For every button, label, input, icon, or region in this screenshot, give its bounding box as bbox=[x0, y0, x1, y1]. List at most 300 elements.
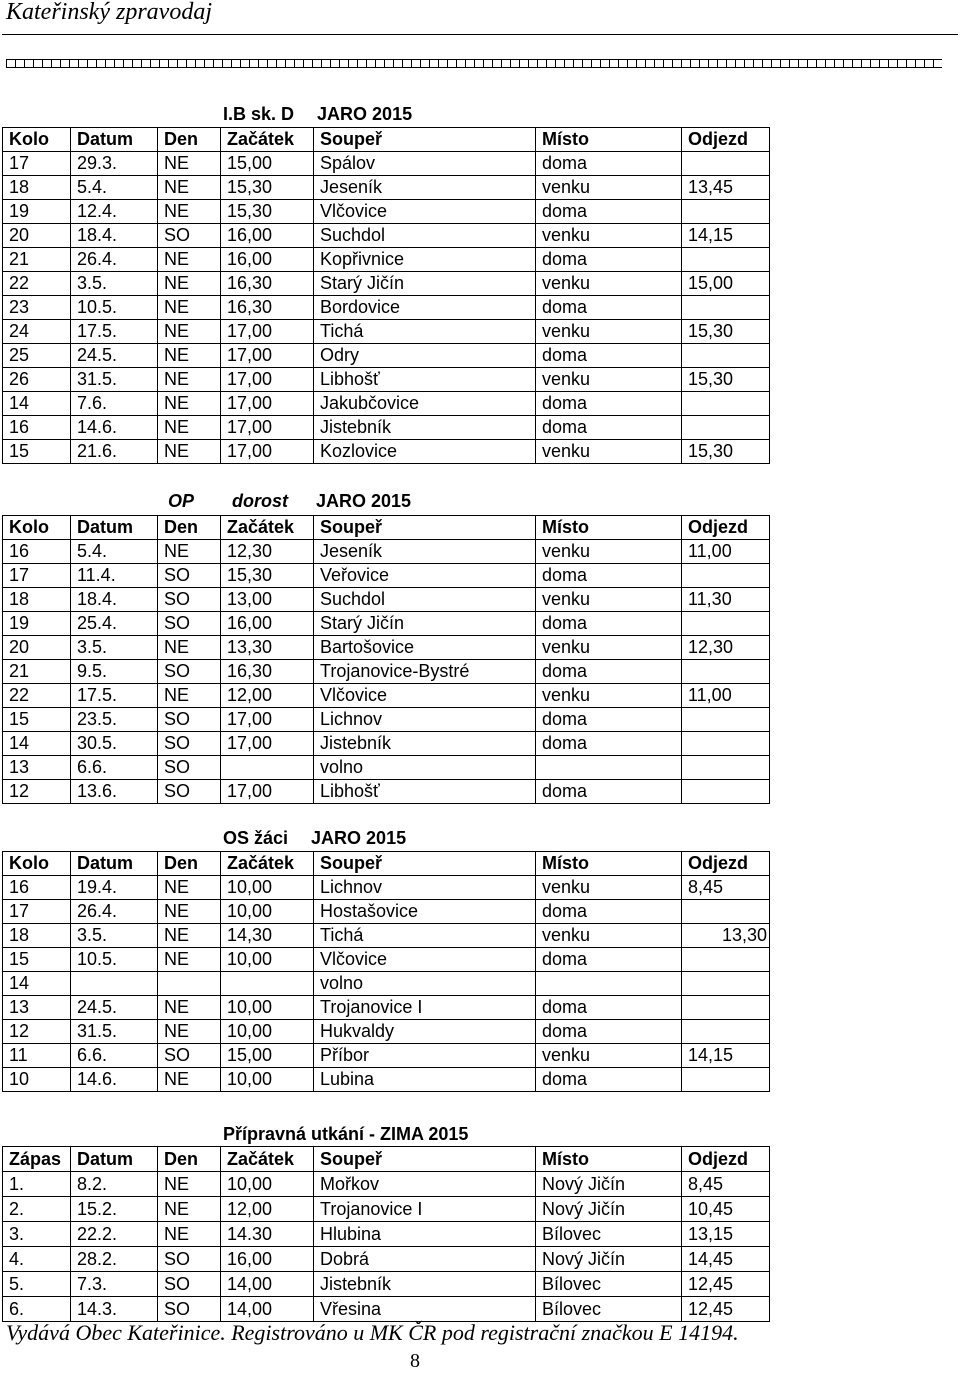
table-cell bbox=[682, 660, 770, 684]
table-cell: 15,00 bbox=[221, 152, 314, 176]
table-cell: 10,45 bbox=[682, 1197, 770, 1222]
table-cell: doma bbox=[536, 200, 682, 224]
table-cell: 19.4. bbox=[71, 876, 158, 900]
section-title-part: JARO 2015 bbox=[311, 828, 407, 848]
table-cell: 12,45 bbox=[682, 1272, 770, 1297]
column-header: Soupeř bbox=[314, 852, 536, 876]
table-cell: volno bbox=[314, 972, 536, 996]
table-cell: Vřesina bbox=[314, 1297, 536, 1322]
table-cell: venku bbox=[536, 1044, 682, 1068]
table-cell: 11,30 bbox=[682, 588, 770, 612]
column-header: Místo bbox=[536, 852, 682, 876]
table-cell: 13,15 bbox=[682, 1222, 770, 1247]
table-cell: Vlčovice bbox=[314, 684, 536, 708]
table-cell: 17 bbox=[3, 900, 71, 924]
table-cell: NE bbox=[158, 636, 221, 660]
table-cell bbox=[682, 152, 770, 176]
table-cell: Bílovec bbox=[536, 1222, 682, 1247]
table-cell: Odry bbox=[314, 344, 536, 368]
column-header: Datum bbox=[71, 852, 158, 876]
table-cell: SO bbox=[158, 732, 221, 756]
table-cell: Hlubina bbox=[314, 1222, 536, 1247]
column-header: Začátek bbox=[221, 128, 314, 152]
table-cell: 18.4. bbox=[71, 224, 158, 248]
table-cell: doma bbox=[536, 152, 682, 176]
table-row bbox=[3, 1044, 770, 1068]
table-cell: 9.5. bbox=[71, 660, 158, 684]
table-cell: NE bbox=[158, 392, 221, 416]
table-row bbox=[3, 660, 770, 684]
table-row bbox=[3, 176, 770, 200]
table-cell: doma bbox=[536, 660, 682, 684]
table-cell: 11 bbox=[3, 1044, 71, 1068]
table-cell: 10,00 bbox=[221, 996, 314, 1020]
table-cell: Libhošť bbox=[314, 368, 536, 392]
table-cell: Nový Jičín bbox=[536, 1197, 682, 1222]
schedule-table-dorost bbox=[2, 515, 770, 804]
table-cell: 14 bbox=[3, 392, 71, 416]
table-cell: SO bbox=[158, 1272, 221, 1297]
table-cell: SO bbox=[158, 660, 221, 684]
table-cell: SO bbox=[158, 588, 221, 612]
table-cell: venku bbox=[536, 320, 682, 344]
table-row bbox=[3, 416, 770, 440]
table-cell: Lichnov bbox=[314, 708, 536, 732]
table-cell: Jistebník bbox=[314, 1272, 536, 1297]
table-cell: Veřovice bbox=[314, 564, 536, 588]
table-cell: NE bbox=[158, 248, 221, 272]
table-cell: 18 bbox=[3, 924, 71, 948]
table-row bbox=[3, 1247, 770, 1272]
table-cell: NE bbox=[158, 876, 221, 900]
table-cell: Bílovec bbox=[536, 1272, 682, 1297]
table-cell: Jeseník bbox=[314, 176, 536, 200]
table-cell: Trojanovice-Bystré bbox=[314, 660, 536, 684]
table-cell: 21.6. bbox=[71, 440, 158, 464]
table-row bbox=[3, 996, 770, 1020]
column-header: Zápas bbox=[3, 1147, 71, 1172]
column-header: Kolo bbox=[3, 128, 71, 152]
table-cell: NE bbox=[158, 440, 221, 464]
table-cell: Jistebník bbox=[314, 732, 536, 756]
table-cell: 10,00 bbox=[221, 1172, 314, 1197]
table-cell: 5. bbox=[3, 1272, 71, 1297]
table-row bbox=[3, 540, 770, 564]
table-cell: 24.5. bbox=[71, 344, 158, 368]
table-cell: SO bbox=[158, 756, 221, 780]
table-cell: Jistebník bbox=[314, 416, 536, 440]
table-cell: 26.4. bbox=[71, 900, 158, 924]
column-header: Místo bbox=[536, 128, 682, 152]
table-cell: 29.3. bbox=[71, 152, 158, 176]
table-cell: SO bbox=[158, 708, 221, 732]
section-title-zaci bbox=[223, 828, 406, 849]
table-cell: NE bbox=[158, 320, 221, 344]
table-cell: NE bbox=[158, 1172, 221, 1197]
table-cell: 19 bbox=[3, 200, 71, 224]
table-cell: 6. bbox=[3, 1297, 71, 1322]
table-cell: 15 bbox=[3, 708, 71, 732]
table-header-row bbox=[3, 852, 770, 876]
table-cell: 15,30 bbox=[682, 440, 770, 464]
table-cell: 10 bbox=[3, 1068, 71, 1092]
table-cell: 22 bbox=[3, 684, 71, 708]
table-cell: 13 bbox=[3, 756, 71, 780]
table-cell: 24 bbox=[3, 320, 71, 344]
table-cell: doma bbox=[536, 392, 682, 416]
column-header: Den bbox=[158, 516, 221, 540]
table-cell: Tichá bbox=[314, 924, 536, 948]
table-header-row bbox=[3, 1147, 770, 1172]
table-cell: 13,45 bbox=[682, 176, 770, 200]
table-cell: NE bbox=[158, 296, 221, 320]
table-cell: venku bbox=[536, 876, 682, 900]
table-row bbox=[3, 564, 770, 588]
table-cell: 31.5. bbox=[71, 1020, 158, 1044]
table-row bbox=[3, 1222, 770, 1247]
table-cell: 10,00 bbox=[221, 948, 314, 972]
table-cell: Kopřivnice bbox=[314, 248, 536, 272]
table-cell: 16 bbox=[3, 876, 71, 900]
table-row bbox=[3, 636, 770, 660]
column-header: Odjezd bbox=[682, 852, 770, 876]
table-cell: 18 bbox=[3, 588, 71, 612]
table-cell: 5.4. bbox=[71, 176, 158, 200]
table-cell: doma bbox=[536, 296, 682, 320]
header-rule bbox=[2, 34, 958, 35]
column-header: Odjezd bbox=[682, 516, 770, 540]
table-cell bbox=[682, 756, 770, 780]
table-cell: 17.5. bbox=[71, 320, 158, 344]
table-cell bbox=[682, 564, 770, 588]
table-cell bbox=[158, 972, 221, 996]
table-cell: 5.4. bbox=[71, 540, 158, 564]
table-cell: 16,30 bbox=[221, 660, 314, 684]
column-header: Datum bbox=[71, 516, 158, 540]
table-cell: 15,00 bbox=[221, 1044, 314, 1068]
table-cell: doma bbox=[536, 732, 682, 756]
table-cell: 18 bbox=[3, 176, 71, 200]
section-title-part: OP bbox=[168, 491, 195, 511]
table-cell: 4. bbox=[3, 1247, 71, 1272]
table-cell: Bartošovice bbox=[314, 636, 536, 660]
table-cell: 13,00 bbox=[221, 588, 314, 612]
table-cell: 3.5. bbox=[71, 636, 158, 660]
table-cell: 14,45 bbox=[682, 1247, 770, 1272]
table-cell bbox=[221, 972, 314, 996]
table-cell bbox=[682, 296, 770, 320]
table-cell: 17,00 bbox=[221, 392, 314, 416]
table-row bbox=[3, 368, 770, 392]
table-cell: NE bbox=[158, 1222, 221, 1247]
table-cell: 16,00 bbox=[221, 224, 314, 248]
table-cell: 14.6. bbox=[71, 1068, 158, 1092]
table-cell: 1. bbox=[3, 1172, 71, 1197]
table-cell: Hostašovice bbox=[314, 900, 536, 924]
table-cell: SO bbox=[158, 612, 221, 636]
table-cell: NE bbox=[158, 176, 221, 200]
table-cell: 12,00 bbox=[221, 1197, 314, 1222]
table-cell: 24.5. bbox=[71, 996, 158, 1020]
table-cell bbox=[682, 612, 770, 636]
column-header: Místo bbox=[536, 1147, 682, 1172]
table-cell: NE bbox=[158, 900, 221, 924]
table-cell: 13,30 bbox=[682, 924, 770, 948]
table-cell: Nový Jičín bbox=[536, 1172, 682, 1197]
table-cell: NE bbox=[158, 272, 221, 296]
table-cell: doma bbox=[536, 564, 682, 588]
table-cell: 6.6. bbox=[71, 756, 158, 780]
column-header: Datum bbox=[71, 1147, 158, 1172]
table-cell bbox=[682, 200, 770, 224]
table-cell: NE bbox=[158, 540, 221, 564]
table-row bbox=[3, 1172, 770, 1197]
table-cell: 14.3. bbox=[71, 1297, 158, 1322]
schedule-table-zaci bbox=[2, 851, 770, 1092]
table-cell bbox=[682, 900, 770, 924]
table-cell: 17.5. bbox=[71, 684, 158, 708]
table-cell: 17,00 bbox=[221, 416, 314, 440]
table-cell: 18.4. bbox=[71, 588, 158, 612]
table-cell: Vlčovice bbox=[314, 948, 536, 972]
table-cell: 22 bbox=[3, 272, 71, 296]
table-cell bbox=[682, 248, 770, 272]
table-cell: 2. bbox=[3, 1197, 71, 1222]
table-cell: 19 bbox=[3, 612, 71, 636]
table-cell: NE bbox=[158, 1020, 221, 1044]
table-cell: 14,15 bbox=[682, 224, 770, 248]
table-cell: Jeseník bbox=[314, 540, 536, 564]
table-cell: 6.6. bbox=[71, 1044, 158, 1068]
table-cell: NE bbox=[158, 416, 221, 440]
table-cell: Mořkov bbox=[314, 1172, 536, 1197]
table-cell: doma bbox=[536, 948, 682, 972]
table-cell: NE bbox=[158, 200, 221, 224]
column-header: Odjezd bbox=[682, 128, 770, 152]
table-cell: 14.6. bbox=[71, 416, 158, 440]
table-cell: 14,15 bbox=[682, 1044, 770, 1068]
table-row bbox=[3, 248, 770, 272]
table-cell: 17,00 bbox=[221, 344, 314, 368]
table-cell: doma bbox=[536, 612, 682, 636]
table-cell: 16 bbox=[3, 540, 71, 564]
table-cell: venku bbox=[536, 636, 682, 660]
column-header: Kolo bbox=[3, 852, 71, 876]
page-number: 8 bbox=[410, 1350, 420, 1372]
table-cell: Hukvaldy bbox=[314, 1020, 536, 1044]
table-cell: 26.4. bbox=[71, 248, 158, 272]
table-header-row bbox=[3, 128, 770, 152]
table-row bbox=[3, 320, 770, 344]
table-cell: Dobrá bbox=[314, 1247, 536, 1272]
table-cell: NE bbox=[158, 948, 221, 972]
table-cell: 12.4. bbox=[71, 200, 158, 224]
table-cell: NE bbox=[158, 996, 221, 1020]
section-title-zima bbox=[223, 1124, 468, 1145]
table-cell: Suchdol bbox=[314, 588, 536, 612]
table-cell: 14 bbox=[3, 972, 71, 996]
table-cell bbox=[536, 756, 682, 780]
table-cell: 12,45 bbox=[682, 1297, 770, 1322]
table-cell: Nový Jičín bbox=[536, 1247, 682, 1272]
column-header: Místo bbox=[536, 516, 682, 540]
table-cell: Vlčovice bbox=[314, 200, 536, 224]
table-row bbox=[3, 780, 770, 804]
table-cell: doma bbox=[536, 1020, 682, 1044]
table-cell: Libhošť bbox=[314, 780, 536, 804]
table-cell: SO bbox=[158, 224, 221, 248]
table-cell: SO bbox=[158, 564, 221, 588]
table-cell: 11,00 bbox=[682, 684, 770, 708]
column-header: Den bbox=[158, 1147, 221, 1172]
table-cell: Bordovice bbox=[314, 296, 536, 320]
table-cell bbox=[682, 972, 770, 996]
column-header: Odjezd bbox=[682, 1147, 770, 1172]
table-cell: SO bbox=[158, 1044, 221, 1068]
table-cell: doma bbox=[536, 1068, 682, 1092]
column-header: Soupeř bbox=[314, 1147, 536, 1172]
table-cell: Suchdol bbox=[314, 224, 536, 248]
table-cell: 23.5. bbox=[71, 708, 158, 732]
column-header: Začátek bbox=[221, 852, 314, 876]
table-cell bbox=[221, 756, 314, 780]
section-title-dorost bbox=[168, 491, 411, 512]
table-cell: NE bbox=[158, 1068, 221, 1092]
table-cell: Spálov bbox=[314, 152, 536, 176]
table-cell: 15,00 bbox=[682, 272, 770, 296]
table-cell: 13 bbox=[3, 996, 71, 1020]
table-cell: 21 bbox=[3, 660, 71, 684]
table-cell: doma bbox=[536, 248, 682, 272]
table-cell: 17,00 bbox=[221, 368, 314, 392]
table-cell: Příbor bbox=[314, 1044, 536, 1068]
table-row bbox=[3, 272, 770, 296]
table-cell: 15,30 bbox=[221, 564, 314, 588]
table-cell: doma bbox=[536, 780, 682, 804]
table-cell: 15 bbox=[3, 440, 71, 464]
table-cell: 22.2. bbox=[71, 1222, 158, 1247]
table-row bbox=[3, 1197, 770, 1222]
table-row bbox=[3, 1068, 770, 1092]
table-row bbox=[3, 948, 770, 972]
table-cell: venku bbox=[536, 224, 682, 248]
table-cell: NE bbox=[158, 152, 221, 176]
table-cell: Kozlovice bbox=[314, 440, 536, 464]
table-cell: 8.2. bbox=[71, 1172, 158, 1197]
table-cell: 12,00 bbox=[221, 684, 314, 708]
table-cell: NE bbox=[158, 1197, 221, 1222]
newsletter-title: Kateřinský zpravodaj bbox=[6, 0, 212, 25]
table-cell bbox=[536, 972, 682, 996]
table-row bbox=[3, 344, 770, 368]
table-row bbox=[3, 684, 770, 708]
table-cell: 14.30 bbox=[221, 1222, 314, 1247]
table-cell: 30.5. bbox=[71, 732, 158, 756]
section-title-ib bbox=[223, 104, 412, 125]
table-row bbox=[3, 732, 770, 756]
table-cell: 17,00 bbox=[221, 780, 314, 804]
table-cell: venku bbox=[536, 540, 682, 564]
table-cell: venku bbox=[536, 368, 682, 392]
table-cell: 10,00 bbox=[221, 900, 314, 924]
table-cell: 11,00 bbox=[682, 540, 770, 564]
table-cell: doma bbox=[536, 996, 682, 1020]
column-header: Den bbox=[158, 852, 221, 876]
table-cell: venku bbox=[536, 684, 682, 708]
table-cell: 25 bbox=[3, 344, 71, 368]
decorative-border bbox=[6, 59, 942, 68]
table-cell: doma bbox=[536, 344, 682, 368]
table-row bbox=[3, 756, 770, 780]
table-cell: venku bbox=[536, 588, 682, 612]
table-cell: 23 bbox=[3, 296, 71, 320]
table-cell: SO bbox=[158, 1247, 221, 1272]
table-cell bbox=[682, 1068, 770, 1092]
table-cell: 10.5. bbox=[71, 948, 158, 972]
table-cell: 3. bbox=[3, 1222, 71, 1247]
table-cell bbox=[682, 948, 770, 972]
table-cell: 17 bbox=[3, 564, 71, 588]
table-cell: 3.5. bbox=[71, 924, 158, 948]
table-cell: Lichnov bbox=[314, 876, 536, 900]
table-cell: NE bbox=[158, 368, 221, 392]
table-cell bbox=[682, 416, 770, 440]
column-header: Soupeř bbox=[314, 128, 536, 152]
table-cell: 15,30 bbox=[221, 176, 314, 200]
table-cell: 15,30 bbox=[221, 200, 314, 224]
table-cell: 15,30 bbox=[682, 320, 770, 344]
table-cell: Trojanovice I bbox=[314, 996, 536, 1020]
section-title-part: OS žáci bbox=[223, 828, 289, 848]
column-header: Den bbox=[158, 128, 221, 152]
table-cell: 16,00 bbox=[221, 1247, 314, 1272]
schedule-table-ib bbox=[2, 127, 770, 464]
table-cell: 16,00 bbox=[221, 612, 314, 636]
table-row bbox=[3, 392, 770, 416]
table-cell: 10.5. bbox=[71, 296, 158, 320]
table-row bbox=[3, 924, 770, 948]
table-cell: 14,00 bbox=[221, 1297, 314, 1322]
table-cell: 8,45 bbox=[682, 1172, 770, 1197]
table-cell bbox=[682, 708, 770, 732]
table-cell: 17,00 bbox=[221, 732, 314, 756]
column-header: Datum bbox=[71, 128, 158, 152]
table-cell bbox=[682, 780, 770, 804]
table-cell: 25.4. bbox=[71, 612, 158, 636]
table-cell: 15,30 bbox=[682, 368, 770, 392]
table-row bbox=[3, 1020, 770, 1044]
table-cell: 14 bbox=[3, 732, 71, 756]
table-cell bbox=[682, 732, 770, 756]
table-cell: 8,45 bbox=[682, 876, 770, 900]
table-cell: 31.5. bbox=[71, 368, 158, 392]
table-row bbox=[3, 900, 770, 924]
table-cell: 16 bbox=[3, 416, 71, 440]
table-cell: 14,00 bbox=[221, 1272, 314, 1297]
table-cell: venku bbox=[536, 176, 682, 200]
table-cell: 11.4. bbox=[71, 564, 158, 588]
table-cell: 17,00 bbox=[221, 320, 314, 344]
table-cell: Tichá bbox=[314, 320, 536, 344]
schedule-table-zima bbox=[2, 1146, 770, 1322]
table-cell: 13,30 bbox=[221, 636, 314, 660]
table-row bbox=[3, 440, 770, 464]
table-cell: 16,30 bbox=[221, 296, 314, 320]
table-row bbox=[3, 200, 770, 224]
table-cell: NE bbox=[158, 684, 221, 708]
table-cell: Starý Jičín bbox=[314, 612, 536, 636]
table-cell: 3.5. bbox=[71, 272, 158, 296]
